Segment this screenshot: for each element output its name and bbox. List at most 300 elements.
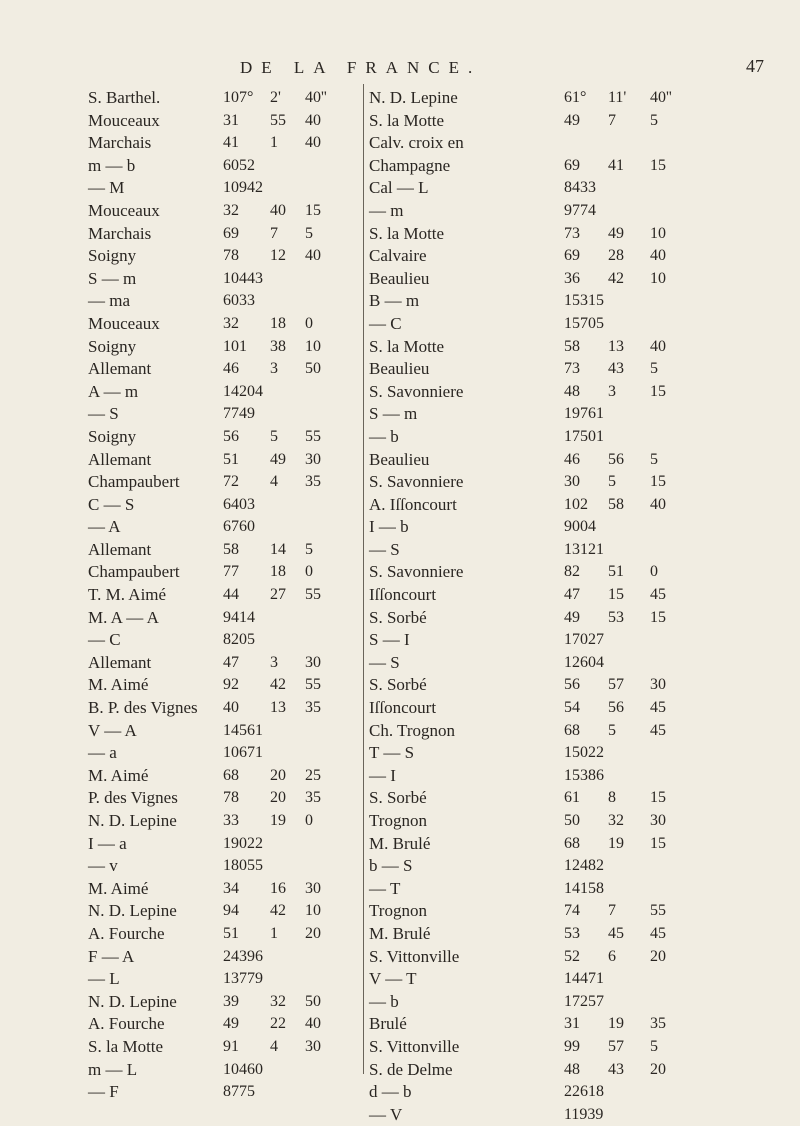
station-name: — C xyxy=(369,313,402,333)
degrees-value: 49 xyxy=(223,1015,239,1033)
degrees-value: 18055 xyxy=(223,857,263,875)
seconds-value: 45 xyxy=(650,699,666,717)
degrees-value: 61 xyxy=(564,789,580,807)
degrees-value: 10942 xyxy=(223,179,263,197)
station-name: — b xyxy=(369,991,399,1011)
station-name: B. P. des Vignes xyxy=(88,698,198,718)
degrees-value: 48 xyxy=(564,1060,580,1078)
station-name: S. Barthel. xyxy=(88,88,161,107)
degrees-value: 91 xyxy=(223,1037,239,1055)
seconds-value: 10 xyxy=(650,269,666,287)
station-name: S. Savonniere xyxy=(369,472,464,492)
degrees-value: 8775 xyxy=(223,1083,255,1101)
degrees-value: 13121 xyxy=(564,540,604,558)
degrees-value: 22618 xyxy=(564,1083,604,1101)
degrees-value: 48 xyxy=(564,382,580,400)
degrees-value: 11939 xyxy=(564,1105,604,1123)
station-name: N. D. Lepine xyxy=(88,991,177,1011)
table-row xyxy=(0,720,800,743)
station-name: Beaulieu xyxy=(369,268,430,288)
page-number: 47 xyxy=(746,56,764,76)
station-name: S — m xyxy=(369,404,418,424)
table-row xyxy=(0,87,800,110)
seconds-value: 35 xyxy=(305,473,321,491)
degrees-value: 14204 xyxy=(223,382,263,400)
station-name: V — T xyxy=(369,969,417,989)
degrees-value: 30 xyxy=(564,473,580,491)
minutes-value: 7 xyxy=(270,224,278,242)
minutes-value: 19 xyxy=(608,1015,624,1033)
station-name: N. D. Lepine xyxy=(88,811,177,830)
station-name: — T xyxy=(369,878,401,898)
degrees-value: 61° xyxy=(564,89,587,106)
station-name: Iſſoncourt xyxy=(369,698,437,718)
degrees-value: 102 xyxy=(564,495,588,513)
seconds-value: 35 xyxy=(305,789,321,807)
degrees-value: 51 xyxy=(223,450,239,468)
station-name: — F xyxy=(88,1082,119,1102)
seconds-value: 55 xyxy=(305,586,321,604)
minutes-value: 40 xyxy=(270,201,286,219)
minutes-value: 49 xyxy=(608,224,624,242)
degrees-value: 56 xyxy=(564,676,580,694)
station-name: M. Aimé xyxy=(88,675,149,695)
minutes-value: 43 xyxy=(608,1060,624,1078)
station-name: Brulé xyxy=(369,1014,407,1034)
degrees-value: 32 xyxy=(223,201,239,219)
station-name: N. D. Lepine xyxy=(88,901,177,921)
station-name: M. Brulé xyxy=(369,833,431,853)
minutes-value: 1 xyxy=(270,924,278,942)
degrees-value: 9004 xyxy=(564,518,596,536)
minutes-value: 14 xyxy=(270,540,286,558)
seconds-value: 0 xyxy=(650,563,658,581)
station-name: Soigny xyxy=(88,246,137,266)
degrees-value: 14561 xyxy=(223,721,263,739)
degrees-value: 69 xyxy=(564,156,580,174)
minutes-value: 42 xyxy=(608,269,624,287)
station-name: I — b xyxy=(369,517,409,537)
seconds-value: 30 xyxy=(305,879,321,897)
minutes-value: 3 xyxy=(270,360,278,378)
station-name: P. des Vignes xyxy=(88,788,178,808)
table-row xyxy=(0,1013,800,1036)
table-row xyxy=(0,1081,800,1104)
station-name: Allemant xyxy=(88,539,152,559)
table-row xyxy=(0,1104,800,1126)
degrees-value: 31 xyxy=(564,1015,580,1033)
degrees-value: 17501 xyxy=(564,427,604,445)
station-name: Trognon xyxy=(369,811,427,830)
degrees-value: 73 xyxy=(564,224,580,242)
degrees-value: 47 xyxy=(564,586,580,604)
minutes-value: 19 xyxy=(608,834,624,852)
station-name: S. la Motte xyxy=(88,1036,164,1056)
table-row xyxy=(0,968,800,991)
minutes-value: 18 xyxy=(270,314,286,332)
degrees-value: 12482 xyxy=(564,857,604,875)
seconds-value: 0 xyxy=(305,563,313,581)
degrees-value: 52 xyxy=(564,947,580,965)
seconds-value: 50 xyxy=(305,360,321,378)
station-name: Champaubert xyxy=(88,562,180,582)
degrees-value: 14471 xyxy=(564,970,604,988)
table-row xyxy=(0,449,800,472)
degrees-value: 94 xyxy=(223,902,239,920)
degrees-value: 78 xyxy=(223,247,239,265)
degrees-value: 8205 xyxy=(223,631,255,649)
station-name: M. Aimé xyxy=(88,878,149,898)
seconds-value: 20 xyxy=(650,1060,666,1078)
seconds-value: 5 xyxy=(305,224,313,242)
degrees-value: 46 xyxy=(223,360,239,378)
table-row xyxy=(0,403,800,426)
table-row xyxy=(0,132,800,155)
seconds-value: 10 xyxy=(305,902,321,920)
degrees-value: 10671 xyxy=(223,744,263,762)
station-name: Champagne xyxy=(369,155,451,175)
degrees-value: 101 xyxy=(223,337,247,355)
minutes-value: 38 xyxy=(270,337,286,355)
degrees-value: 56 xyxy=(223,427,239,445)
table-row xyxy=(0,900,800,923)
minutes-value: 42 xyxy=(270,676,286,694)
table-row xyxy=(0,381,800,404)
minutes-value: 55 xyxy=(270,111,286,129)
minutes-value: 13 xyxy=(270,699,286,717)
station-name: A. Iſſoncourt xyxy=(369,494,457,514)
degrees-value: 19761 xyxy=(564,405,604,423)
station-name: — C xyxy=(88,630,121,650)
table-row xyxy=(0,268,800,291)
seconds-value: 55 xyxy=(305,676,321,694)
station-name: Ch. Trognon xyxy=(369,720,455,740)
minutes-value: 11' xyxy=(608,89,627,106)
degrees-value: 44 xyxy=(223,586,239,604)
table-row xyxy=(0,516,800,539)
minutes-value: 58 xyxy=(608,495,624,513)
seconds-value: 40'' xyxy=(305,89,327,106)
degrees-value: 17027 xyxy=(564,631,604,649)
table-row xyxy=(0,787,800,810)
degrees-value: 50 xyxy=(564,812,580,829)
station-name: N. D. Lepine xyxy=(369,88,458,107)
seconds-value: 40 xyxy=(650,495,666,513)
seconds-value: 35 xyxy=(650,1015,666,1033)
seconds-value: 5 xyxy=(650,111,658,129)
seconds-value: 40 xyxy=(305,247,321,265)
minutes-value: 56 xyxy=(608,699,624,717)
station-name: Calv. croix en xyxy=(369,133,464,153)
degrees-value: 69 xyxy=(223,224,239,242)
minutes-value: 19 xyxy=(270,812,286,829)
degrees-value: 31 xyxy=(223,111,239,129)
seconds-value: 5 xyxy=(650,450,658,468)
seconds-value: 20 xyxy=(650,947,666,965)
station-name: S. de Delme xyxy=(369,1059,453,1079)
station-name: S. la Motte xyxy=(369,110,445,130)
degrees-value: 46 xyxy=(564,450,580,468)
minutes-value: 20 xyxy=(270,766,286,784)
station-name: T — S xyxy=(369,743,415,763)
table-row xyxy=(0,245,800,268)
degrees-value: 19022 xyxy=(223,834,263,852)
degrees-value: 15386 xyxy=(564,766,604,784)
station-name: m — L xyxy=(88,1059,138,1079)
seconds-value: 40 xyxy=(305,111,321,129)
right-table xyxy=(0,87,800,1126)
station-name: S. Savonniere xyxy=(369,381,464,401)
degrees-value: 14158 xyxy=(564,879,604,897)
station-name: Soigny xyxy=(88,336,137,356)
station-name: Marchais xyxy=(88,223,152,243)
station-name: — S xyxy=(88,404,119,424)
table-row xyxy=(0,765,800,788)
degrees-value: 10460 xyxy=(223,1060,263,1078)
page-header xyxy=(0,58,800,82)
table-row xyxy=(0,1059,800,1082)
degrees-value: 6033 xyxy=(223,292,255,310)
degrees-value: 6403 xyxy=(223,495,255,513)
table-row xyxy=(0,742,800,765)
table-row xyxy=(0,539,800,562)
minutes-value: 56 xyxy=(608,450,624,468)
degrees-value: 49 xyxy=(564,111,580,129)
degrees-value: 69 xyxy=(564,247,580,265)
station-name: Mouceaux xyxy=(88,313,160,333)
station-name: Allemant xyxy=(88,449,152,469)
table-row xyxy=(0,878,800,901)
minutes-value: 32 xyxy=(608,812,624,829)
seconds-value: 45 xyxy=(650,924,666,942)
minutes-value: 8 xyxy=(608,789,616,807)
seconds-value: 15 xyxy=(650,473,666,491)
table-row xyxy=(0,855,800,878)
table-row xyxy=(0,358,800,381)
table-row xyxy=(0,584,800,607)
seconds-value: 35 xyxy=(305,699,321,717)
seconds-value: 40 xyxy=(650,247,666,265)
minutes-value: 13 xyxy=(608,337,624,355)
degrees-value: 74 xyxy=(564,902,580,920)
station-name: S. Sorbé xyxy=(369,675,427,695)
degrees-value: 15705 xyxy=(564,314,604,332)
table-row xyxy=(0,833,800,856)
table-row xyxy=(0,946,800,969)
station-name: Allemant xyxy=(88,652,152,672)
seconds-value: 40'' xyxy=(650,89,672,106)
seconds-value: 55 xyxy=(305,427,321,445)
seconds-value: 0 xyxy=(305,314,313,332)
minutes-value: 6 xyxy=(608,947,616,965)
table-row xyxy=(0,223,800,246)
degrees-value: 68 xyxy=(223,766,239,784)
degrees-value: 40 xyxy=(223,699,239,717)
degrees-value: 78 xyxy=(223,789,239,807)
minutes-value: 20 xyxy=(270,789,286,807)
table-row xyxy=(0,290,800,313)
minutes-value: 42 xyxy=(270,902,286,920)
table-row xyxy=(0,607,800,630)
degrees-value: 82 xyxy=(564,563,580,581)
station-name: S. la Motte xyxy=(369,223,445,243)
station-name: — v xyxy=(88,856,118,876)
minutes-value: 7 xyxy=(608,902,616,920)
seconds-value: 15 xyxy=(305,201,321,219)
seconds-value: 15 xyxy=(650,382,666,400)
station-name: B — m xyxy=(369,291,420,311)
station-name: m — b xyxy=(88,155,136,175)
minutes-value: 49 xyxy=(270,450,286,468)
seconds-value: 5 xyxy=(650,360,658,378)
minutes-value: 4 xyxy=(270,473,278,491)
minutes-value: 3 xyxy=(270,653,278,671)
station-name: — a xyxy=(88,743,117,763)
degrees-value: 68 xyxy=(564,721,580,739)
station-name: — m xyxy=(369,200,404,220)
seconds-value: 55 xyxy=(650,902,666,920)
minutes-value: 18 xyxy=(270,563,286,581)
minutes-value: 7 xyxy=(608,111,616,129)
seconds-value: 30 xyxy=(305,1037,321,1055)
degrees-value: 58 xyxy=(223,540,239,558)
station-name: Mouceaux xyxy=(88,200,160,220)
minutes-value: 57 xyxy=(608,1037,624,1055)
station-name: A. Fourche xyxy=(88,923,165,943)
degrees-value: 13779 xyxy=(223,970,263,988)
minutes-value: 2' xyxy=(270,89,281,106)
seconds-value: 30 xyxy=(650,676,666,694)
degrees-value: 51 xyxy=(223,924,239,942)
station-name: Mouceaux xyxy=(88,110,160,130)
degrees-value: 77 xyxy=(223,563,239,581)
table-row xyxy=(0,561,800,584)
degrees-value: 54 xyxy=(564,699,580,717)
minutes-value: 4 xyxy=(270,1037,278,1055)
station-name: S. Vittonville xyxy=(369,1036,460,1056)
station-name: Trognon xyxy=(369,901,427,921)
seconds-value: 10 xyxy=(650,224,666,242)
station-name: d — b xyxy=(369,1082,412,1102)
minutes-value: 22 xyxy=(270,1015,286,1033)
table-row xyxy=(0,810,800,833)
table-row xyxy=(0,155,800,178)
seconds-value: 15 xyxy=(650,789,666,807)
station-name: S. Sorbé xyxy=(369,607,427,627)
minutes-value: 45 xyxy=(608,924,624,942)
seconds-value: 40 xyxy=(650,337,666,355)
degrees-value: 92 xyxy=(223,676,239,694)
minutes-value: 3 xyxy=(608,382,616,400)
station-name: C — S xyxy=(88,494,135,514)
seconds-value: 50 xyxy=(305,992,321,1010)
seconds-value: 30 xyxy=(650,812,666,829)
table-row xyxy=(0,110,800,133)
degrees-value: 34 xyxy=(223,879,239,897)
degrees-value: 7749 xyxy=(223,405,255,423)
station-name: Marchais xyxy=(88,133,152,153)
station-name: — b xyxy=(369,426,399,446)
seconds-value: 30 xyxy=(305,450,321,468)
degrees-value: 73 xyxy=(564,360,580,378)
station-name: — S xyxy=(369,539,400,559)
degrees-value: 6760 xyxy=(223,518,255,536)
station-name: A — m xyxy=(88,381,139,401)
station-name: — L xyxy=(88,969,120,989)
table-row xyxy=(0,697,800,720)
station-name: V — A xyxy=(88,720,137,740)
station-name: S. Sorbé xyxy=(369,788,427,808)
station-name: T. M. Aimé xyxy=(88,585,167,605)
station-name: F — A xyxy=(88,946,135,966)
seconds-value: 5 xyxy=(305,540,313,558)
station-name: Beaulieu xyxy=(369,449,430,469)
degrees-value: 53 xyxy=(564,924,580,942)
seconds-value: 5 xyxy=(650,1037,658,1055)
station-name: — M xyxy=(88,178,125,198)
seconds-value: 10 xyxy=(305,337,321,355)
table-row xyxy=(0,674,800,697)
table-row xyxy=(0,336,800,359)
degrees-value: 36 xyxy=(564,269,580,287)
station-name: M. Aimé xyxy=(88,765,149,785)
degrees-value: 9774 xyxy=(564,201,596,219)
seconds-value: 45 xyxy=(650,721,666,739)
station-name: — V xyxy=(369,1104,403,1124)
table-row xyxy=(0,177,800,200)
table-row xyxy=(0,629,800,652)
station-name: M. Brulé xyxy=(369,923,431,943)
station-name: Calvaire xyxy=(369,246,427,266)
degrees-value: 49 xyxy=(564,608,580,626)
minutes-value: 5 xyxy=(270,427,278,445)
degrees-value: 15315 xyxy=(564,292,604,310)
minutes-value: 15 xyxy=(608,586,624,604)
seconds-value: 15 xyxy=(650,156,666,174)
table-row xyxy=(0,652,800,675)
station-name: Iſſoncourt xyxy=(369,585,437,605)
seconds-value: 15 xyxy=(650,608,666,626)
station-name: S. Vittonville xyxy=(369,946,460,966)
minutes-value: 43 xyxy=(608,360,624,378)
degrees-value: 15022 xyxy=(564,744,604,762)
station-name: I — a xyxy=(88,833,127,853)
minutes-value: 5 xyxy=(608,473,616,491)
table-row xyxy=(0,991,800,1014)
degrees-value: 39 xyxy=(223,992,239,1010)
minutes-value: 53 xyxy=(608,608,624,626)
seconds-value: 45 xyxy=(650,586,666,604)
degrees-value: 47 xyxy=(223,653,239,671)
station-name: M. A — A xyxy=(88,607,159,627)
minutes-value: 1 xyxy=(270,134,278,152)
seconds-value: 20 xyxy=(305,924,321,942)
table-row xyxy=(0,313,800,336)
seconds-value: 40 xyxy=(305,134,321,152)
degrees-value: 68 xyxy=(564,834,580,852)
seconds-value: 40 xyxy=(305,1015,321,1033)
station-name: — A xyxy=(88,517,121,537)
degrees-value: 107° xyxy=(223,89,254,106)
degrees-value: 12604 xyxy=(564,653,604,671)
station-name: Cal — L xyxy=(369,178,429,198)
station-name: — I xyxy=(369,765,396,785)
degrees-value: 72 xyxy=(223,473,239,491)
degrees-value: 33 xyxy=(223,812,239,829)
minutes-value: 27 xyxy=(270,586,286,604)
station-name: Champaubert xyxy=(88,472,180,492)
table-row xyxy=(0,1036,800,1059)
